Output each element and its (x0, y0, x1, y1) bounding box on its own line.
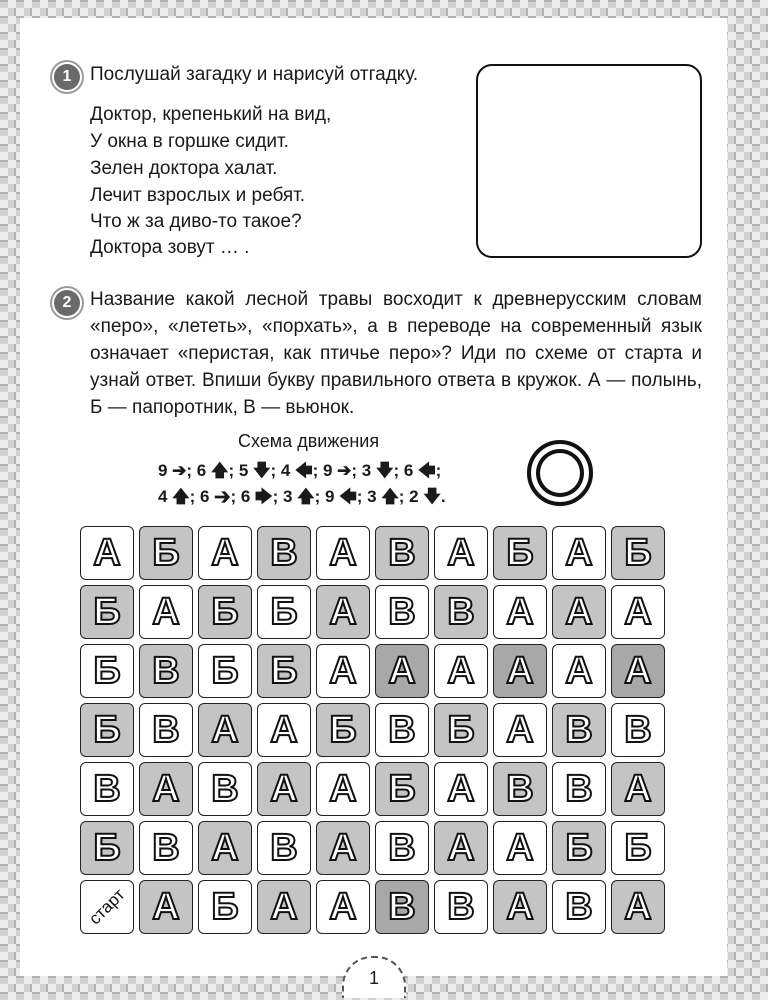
grid-cell[interactable]: Б (552, 821, 606, 875)
grid-cell[interactable]: А (493, 821, 547, 875)
grid-cell[interactable]: А (257, 880, 311, 934)
riddle-line: Что ж за диво-то такое? (90, 211, 302, 232)
grid-cell[interactable]: А (552, 644, 606, 698)
grid-cell[interactable]: В (434, 880, 488, 934)
task-1-badge: 1 (54, 64, 80, 90)
grid-cell[interactable]: А (257, 762, 311, 816)
grid-cell[interactable]: А (611, 585, 665, 639)
grid-cell[interactable]: А (139, 585, 193, 639)
task-1-instruction: Послушай загадку и нарисуй отгадку. (90, 64, 419, 85)
grid-cell[interactable]: Б (316, 703, 370, 757)
grid-cell[interactable]: Б (80, 585, 134, 639)
grid-cell[interactable]: А (493, 585, 547, 639)
grid-cell[interactable]: В (375, 703, 429, 757)
grid-cell[interactable]: А (316, 585, 370, 639)
grid-cell[interactable]: В (552, 703, 606, 757)
grid-cell[interactable]: А (493, 880, 547, 934)
grid-cell[interactable]: А (316, 880, 370, 934)
grid-cell[interactable]: В (375, 821, 429, 875)
riddle-line: Зелен доктора халат. (90, 158, 278, 179)
letter-grid (80, 526, 670, 938)
grid-cell[interactable]: А (434, 762, 488, 816)
grid-cell[interactable]: В (552, 880, 606, 934)
grid-cell[interactable]: В (434, 585, 488, 639)
grid-cell[interactable]: Б (257, 585, 311, 639)
task-2-badge: 2 (54, 290, 80, 316)
grid-cell[interactable]: В (139, 821, 193, 875)
grid-cell[interactable]: Б (611, 526, 665, 580)
grid-cell[interactable]: В (611, 703, 665, 757)
grid-cell[interactable]: Б (198, 644, 252, 698)
grid-cell[interactable]: А (493, 703, 547, 757)
grid-cell[interactable]: А (434, 526, 488, 580)
grid-cell[interactable]: В (257, 526, 311, 580)
grid-cell[interactable]: А (139, 880, 193, 934)
grid-cell[interactable]: А (434, 821, 488, 875)
grid-cell[interactable]: А (434, 644, 488, 698)
page-number: 1 (342, 956, 406, 998)
scheme-line-1: 9 ➔; 6 🡅; 5 🡇; 4 🡄; 9 ➔; 3 🡇; 6 🡄; (158, 461, 442, 480)
scheme-title: Схема движения (238, 431, 380, 451)
grid-cell[interactable]: А (375, 644, 429, 698)
grid-cell[interactable]: В (375, 880, 429, 934)
grid-cell[interactable]: Б (80, 821, 134, 875)
grid-cell[interactable]: Б (375, 762, 429, 816)
riddle-line: Доктора зовут … . (90, 237, 250, 258)
grid-cell[interactable]: Б (493, 526, 547, 580)
grid-cell[interactable]: Б (434, 703, 488, 757)
grid-cell[interactable]: Б (257, 644, 311, 698)
drawing-answer-box[interactable] (476, 64, 702, 258)
grid-cell[interactable]: А (257, 703, 311, 757)
grid-cell[interactable]: А (198, 821, 252, 875)
start-cell[interactable] (80, 880, 134, 934)
grid-cell[interactable]: Б (80, 644, 134, 698)
riddle-line: У окна в горшке сидит. (90, 131, 289, 152)
grid-cell[interactable]: Б (80, 703, 134, 757)
grid-cell[interactable]: В (493, 762, 547, 816)
grid-cell[interactable]: В (198, 762, 252, 816)
grid-cell[interactable]: А (316, 821, 370, 875)
grid-cell[interactable]: А (316, 762, 370, 816)
grid-cell[interactable]: А (316, 644, 370, 698)
grid-cell[interactable]: Б (611, 821, 665, 875)
scheme-line-2: 4 🡅; 6 ➔; 6 🡆; 3 🡅; 9 🡄; 3 🡅; 2 🡇. (158, 487, 446, 506)
grid-cell[interactable]: А (493, 644, 547, 698)
grid-cell[interactable]: В (80, 762, 134, 816)
grid-cell[interactable]: А (80, 526, 134, 580)
grid-cell[interactable]: В (139, 703, 193, 757)
grid-cell[interactable]: Б (198, 880, 252, 934)
grid-cell[interactable]: А (139, 762, 193, 816)
grid-cell[interactable]: А (198, 703, 252, 757)
grid-cell[interactable]: В (139, 644, 193, 698)
grid-cell[interactable]: А (316, 526, 370, 580)
grid-cell[interactable]: В (257, 821, 311, 875)
grid-cell[interactable]: А (611, 880, 665, 934)
grid-cell[interactable]: А (198, 526, 252, 580)
grid-cell[interactable]: В (552, 762, 606, 816)
answer-circle[interactable] (527, 440, 593, 506)
grid-cell[interactable]: А (552, 585, 606, 639)
riddle-line: Лечит взрослых и ребят. (90, 185, 306, 206)
grid-cell[interactable]: А (611, 762, 665, 816)
start-label: старт (84, 884, 129, 929)
grid-cell[interactable]: В (375, 585, 429, 639)
grid-cell[interactable]: В (375, 526, 429, 580)
worksheet-page (20, 18, 727, 988)
riddle-line: Доктор, крепенький на вид, (90, 104, 332, 125)
grid-cell[interactable]: Б (198, 585, 252, 639)
grid-cell[interactable]: А (611, 644, 665, 698)
task-2-text: Название какой лесной травы восходит к древнерусским словам «перо», «лететь», «порхать», а в переводе на современный язык означает «перистая, как птичье перо»? Иди по схеме от старта и узнай ответ. Впиши букву правильного ответа в кружок. А — полынь, Б — папоротник, В — вьюнок. (90, 289, 702, 418)
grid-cell[interactable]: А (552, 526, 606, 580)
grid-cell[interactable]: Б (139, 526, 193, 580)
